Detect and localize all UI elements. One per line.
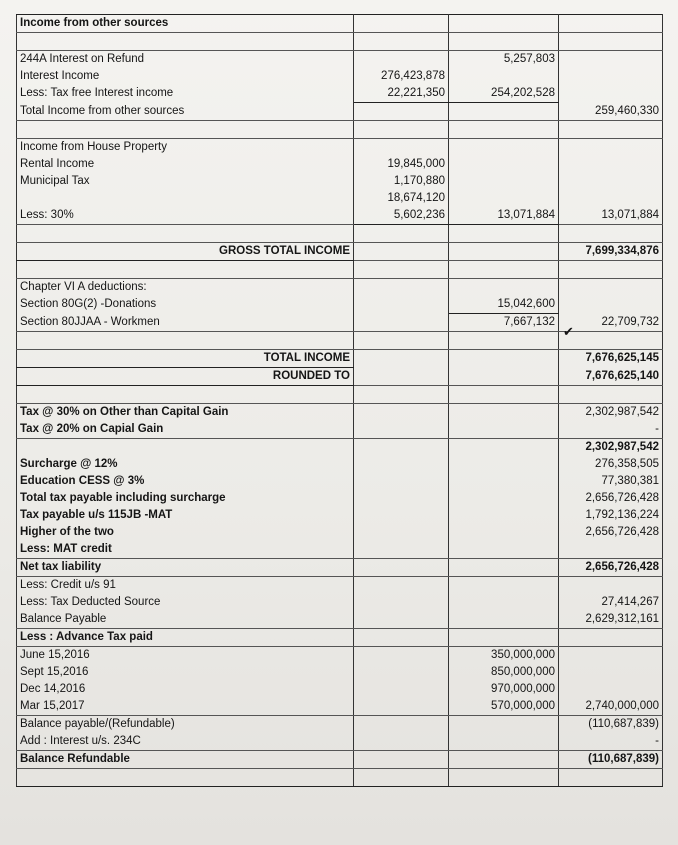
cell-total [559, 15, 663, 33]
cell-col-b: 276,423,878 [354, 68, 449, 85]
table-row [17, 664, 663, 681]
cell-total: 2,656,726,428 [559, 559, 663, 577]
cell-col-b [354, 15, 449, 33]
table-row [17, 225, 663, 243]
table-row [17, 368, 663, 386]
cell-col-c [449, 524, 559, 541]
cell-total: 13,071,884 [559, 207, 663, 225]
cell-total: (110,687,839) [559, 716, 663, 734]
cell-col-c [449, 261, 559, 279]
table-row [17, 261, 663, 279]
cell-label: Less: Tax free Interest income [17, 85, 354, 103]
cell-total: (110,687,839) [559, 751, 663, 769]
cell-label: Balance payable/(Refundable) [17, 716, 354, 734]
cell-col-b [354, 421, 449, 439]
table-row [17, 279, 663, 297]
cell-col-c [449, 733, 559, 751]
cell-col-c [449, 173, 559, 190]
cell-label: Less: Credit u/s 91 [17, 577, 354, 595]
table-row [17, 121, 663, 139]
cell-total: 2,656,726,428 [559, 524, 663, 541]
table-row [17, 15, 663, 33]
cell-col-b [354, 611, 449, 629]
cell-label: Municipal Tax [17, 173, 354, 190]
cell-col-c [449, 404, 559, 422]
cell-label: Section 80JJAA - Workmen [17, 314, 354, 332]
cell-col-c: 254,202,528 [449, 85, 559, 103]
cell-col-b [354, 664, 449, 681]
cell-total [559, 296, 663, 314]
cell-total: 27,414,267 [559, 594, 663, 611]
cell-col-b [354, 751, 449, 769]
cell-total: 7,676,625,140 [559, 368, 663, 386]
cell-col-c [449, 350, 559, 368]
cell-col-b [354, 594, 449, 611]
cell-col-c [449, 139, 559, 157]
cell-label: Net tax liability [17, 559, 354, 577]
cell-col-c [449, 68, 559, 85]
cell-col-c [449, 769, 559, 787]
table-row [17, 733, 663, 751]
cell-label: 244A Interest on Refund [17, 51, 354, 69]
table-row [17, 611, 663, 629]
table-row [17, 156, 663, 173]
cell-col-c [449, 473, 559, 490]
cell-total: - [559, 733, 663, 751]
cell-label: Balance Refundable [17, 751, 354, 769]
cell-label: Section 80G(2) -Donations [17, 296, 354, 314]
cell-total [559, 629, 663, 647]
table-row [17, 524, 663, 541]
cell-col-b [354, 490, 449, 507]
cell-label: Less : Advance Tax paid [17, 629, 354, 647]
check-mark: ✔ [563, 324, 574, 339]
cell-total [559, 332, 663, 350]
cell-total: 2,656,726,428 [559, 490, 663, 507]
cell-total: 2,302,987,542 [559, 439, 663, 457]
cell-total [559, 681, 663, 698]
cell-col-b [354, 121, 449, 139]
table-row [17, 85, 663, 103]
cell-total [559, 225, 663, 243]
cell-col-c [449, 421, 559, 439]
cell-col-c: 970,000,000 [449, 681, 559, 698]
cell-col-b [354, 681, 449, 698]
cell-total: 2,740,000,000 [559, 698, 663, 716]
cell-col-c [449, 279, 559, 297]
cell-col-b [354, 769, 449, 787]
cell-col-c: 15,042,600 [449, 296, 559, 314]
table-row [17, 190, 663, 207]
cell-col-c [449, 156, 559, 173]
table-row [17, 404, 663, 422]
cell-label [17, 386, 354, 404]
table-row [17, 421, 663, 439]
table-row [17, 386, 663, 404]
cell-col-c [449, 456, 559, 473]
cell-col-b: 18,674,120 [354, 190, 449, 207]
table-row [17, 51, 663, 69]
cell-label: Chapter VI A deductions: [17, 279, 354, 297]
cell-col-b [354, 456, 449, 473]
cell-col-c [449, 541, 559, 559]
cell-total [559, 577, 663, 595]
cell-total [559, 386, 663, 404]
cell-label: Less: 30% [17, 207, 354, 225]
cell-col-b [354, 647, 449, 665]
cell-label: Sept 15,2016 [17, 664, 354, 681]
cell-label: Total tax payable including surcharge [17, 490, 354, 507]
cell-col-c [449, 33, 559, 51]
cell-col-c [449, 243, 559, 261]
cell-col-c [449, 368, 559, 386]
table-row [17, 716, 663, 734]
table-row [17, 139, 663, 157]
cell-col-c [449, 629, 559, 647]
table-row [17, 243, 663, 261]
table-row [17, 33, 663, 51]
cell-col-b [354, 577, 449, 595]
cell-total: 1,792,136,224 [559, 507, 663, 524]
cell-label [17, 439, 354, 457]
cell-col-c: 350,000,000 [449, 647, 559, 665]
cell-col-b [354, 733, 449, 751]
cell-label [17, 769, 354, 787]
cell-col-c: 13,071,884 [449, 207, 559, 225]
cell-total [559, 85, 663, 103]
cell-col-b [354, 51, 449, 69]
cell-label: Tax @ 30% on Other than Capital Gain [17, 404, 354, 422]
cell-total [559, 190, 663, 207]
cell-col-b [354, 541, 449, 559]
cell-label: Surcharge @ 12% [17, 456, 354, 473]
table-row [17, 439, 663, 457]
cell-col-b: 1,170,880 [354, 173, 449, 190]
cell-label: Tax @ 20% on Capial Gain [17, 421, 354, 439]
cell-total [559, 769, 663, 787]
cell-total [559, 541, 663, 559]
cell-label [17, 121, 354, 139]
cell-label: Rental Income [17, 156, 354, 173]
cell-col-b [354, 559, 449, 577]
cell-label [17, 261, 354, 279]
table-row [17, 296, 663, 314]
cell-label: GROSS TOTAL INCOME [17, 243, 354, 261]
table-row [17, 629, 663, 647]
cell-col-c: 570,000,000 [449, 698, 559, 716]
cell-total: 276,358,505 [559, 456, 663, 473]
cell-col-c [449, 190, 559, 207]
cell-col-b [354, 698, 449, 716]
cell-total [559, 68, 663, 85]
cell-col-b: 5,602,236 [354, 207, 449, 225]
cell-label: ROUNDED TO [17, 368, 354, 386]
cell-label: Total Income from other sources [17, 103, 354, 121]
table-row [17, 751, 663, 769]
cell-col-b [354, 507, 449, 524]
table-row [17, 594, 663, 611]
cell-label: Income from House Property [17, 139, 354, 157]
cell-col-c [449, 559, 559, 577]
cell-col-b [354, 386, 449, 404]
cell-col-c [449, 490, 559, 507]
cell-col-c: 850,000,000 [449, 664, 559, 681]
cell-col-c [449, 751, 559, 769]
cell-label: Education CESS @ 3% [17, 473, 354, 490]
table-row [17, 647, 663, 665]
cell-label: TOTAL INCOME [17, 350, 354, 368]
cell-col-b [354, 103, 449, 121]
cell-col-c: 5,257,803 [449, 51, 559, 69]
cell-col-c: 7,667,132 [449, 314, 559, 332]
cell-total: 259,460,330 [559, 103, 663, 121]
cell-total [559, 156, 663, 173]
cell-col-c [449, 103, 559, 121]
cell-label: Income from other sources [17, 15, 354, 33]
cell-label: Higher of the two [17, 524, 354, 541]
cell-col-c [449, 332, 559, 350]
table-row [17, 541, 663, 559]
cell-col-b [354, 314, 449, 332]
cell-label [17, 332, 354, 350]
cell-col-b: 22,221,350 [354, 85, 449, 103]
cell-total [559, 261, 663, 279]
table-row [17, 68, 663, 85]
cell-col-b: 19,845,000 [354, 156, 449, 173]
table-row [17, 769, 663, 787]
table-row [17, 490, 663, 507]
table-row [17, 473, 663, 490]
cell-label: Dec 14,2016 [17, 681, 354, 698]
cell-total: 77,380,381 [559, 473, 663, 490]
cell-col-c [449, 716, 559, 734]
table-row [17, 559, 663, 577]
cell-label: Mar 15,2017 [17, 698, 354, 716]
cell-label: Less: MAT credit [17, 541, 354, 559]
table-row [17, 698, 663, 716]
table-row [17, 207, 663, 225]
cell-col-b [354, 716, 449, 734]
cell-total: 2,629,312,161 [559, 611, 663, 629]
cell-col-c [449, 594, 559, 611]
table-row [17, 173, 663, 190]
cell-col-b [354, 439, 449, 457]
cell-total [559, 647, 663, 665]
cell-label [17, 33, 354, 51]
cell-col-b [354, 296, 449, 314]
cell-col-b [354, 261, 449, 279]
cell-label: Less: Tax Deducted Source [17, 594, 354, 611]
cell-col-b [354, 368, 449, 386]
cell-col-b [354, 33, 449, 51]
cell-label: Add : Interest u/s. 234C [17, 733, 354, 751]
cell-col-b [354, 139, 449, 157]
cell-col-c [449, 507, 559, 524]
cell-label: Tax payable u/s 115JB -MAT [17, 507, 354, 524]
cell-col-b [354, 225, 449, 243]
cell-label [17, 225, 354, 243]
cell-col-c [449, 225, 559, 243]
cell-total: 2,302,987,542 [559, 404, 663, 422]
cell-total [559, 121, 663, 139]
cell-total [559, 51, 663, 69]
table-row [17, 350, 663, 368]
cell-col-c [449, 577, 559, 595]
cell-col-b [354, 243, 449, 261]
cell-col-b [354, 524, 449, 541]
cell-col-c [449, 121, 559, 139]
cell-col-b [354, 332, 449, 350]
cell-col-b [354, 404, 449, 422]
cell-total [559, 33, 663, 51]
cell-label: June 15,2016 [17, 647, 354, 665]
cell-col-b [354, 473, 449, 490]
cell-label: Balance Payable [17, 611, 354, 629]
table-row [17, 456, 663, 473]
cell-total: 22,709,732 [559, 314, 663, 332]
table-row [17, 103, 663, 121]
cell-col-c [449, 15, 559, 33]
cell-total [559, 139, 663, 157]
table-row [17, 681, 663, 698]
cell-total [559, 279, 663, 297]
cell-total [559, 664, 663, 681]
table-row [17, 507, 663, 524]
tax-computation-table [16, 14, 663, 787]
cell-col-c [449, 611, 559, 629]
cell-total: 7,699,334,876 [559, 243, 663, 261]
table-row [17, 577, 663, 595]
cell-col-b [354, 279, 449, 297]
cell-total: - [559, 421, 663, 439]
cell-label: Interest Income [17, 68, 354, 85]
cell-label [17, 190, 354, 207]
cell-total [559, 173, 663, 190]
cell-col-b [354, 629, 449, 647]
cell-col-c [449, 439, 559, 457]
cell-col-c [449, 386, 559, 404]
cell-col-b [354, 350, 449, 368]
cell-total: 7,676,625,145 [559, 350, 663, 368]
